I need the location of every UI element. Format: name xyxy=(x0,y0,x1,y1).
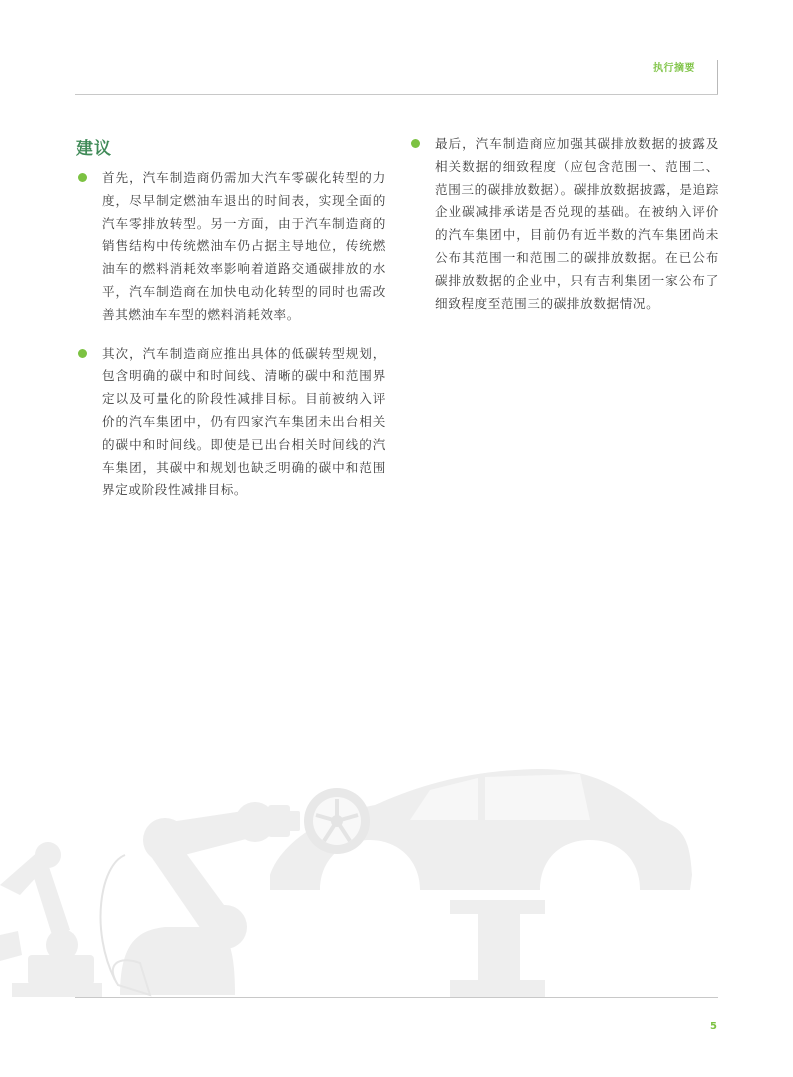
wheel-icon xyxy=(304,788,370,854)
bullet-text: 其次，汽车制造商应推出具体的低碳转型规划，包含明确的碳中和时间线、清晰的碳中和范围界定以及可量化的阶段性减排目标。目前被纳入评价的汽车集团中，仍有四家汽车集团未出台相关的碳中和时间线。即使是已出台相关时间线的汽车集团，其碳中和规划也缺乏明确的碳中和范围界定或阶段性减排目标。 xyxy=(102,345,386,498)
left-column xyxy=(78,167,386,518)
header-rule xyxy=(75,94,718,95)
robot-arm-large-icon xyxy=(101,802,300,995)
right-column xyxy=(411,133,719,331)
bullet-text: 首先，汽车制造商仍需加大汽车零碳化转型的力度，尽早制定燃油车退出的时间表，实现全面的汽车零排放转型。另一方面，由于汽车制造商的销售结构中传统燃油车仍占据主导地位，传统燃油车的燃料消耗效率影响着道路交通碳排放的水平，汽车制造商在加快电动化转型的同时也需改善其燃油车车型的燃料消耗效率。 xyxy=(102,170,386,322)
bullet-item xyxy=(78,167,386,327)
car-lift-column xyxy=(478,905,520,985)
bullet-text: 最后，汽车制造商应加强其碳排放数据的披露及相关数据的细致程度（应包含范围一、范围二、范围三的碳排放数据）。碳排放数据披露，是追踪企业碳减排承诺是否兑现的基础。在被纳入评价的汽车集团中，目前仍有近半数的汽车集团尚未公布其范围一和范围二的碳排放数据。在已公布碳排放数据的企业中，只有吉利集团一家公布了细致程度至范围三的碳排放数据情况。 xyxy=(435,136,719,311)
page-number: 5 xyxy=(710,1021,717,1032)
bullet-dot-icon xyxy=(78,349,87,358)
footer-rule xyxy=(75,997,718,998)
bullet-item xyxy=(78,343,386,503)
header-divider-tick xyxy=(717,60,718,95)
section-title: 建议 xyxy=(76,139,112,159)
car-assembly-illustration xyxy=(0,755,793,1000)
header-section-label: 执行摘要 xyxy=(653,63,695,74)
floor-base xyxy=(12,983,102,997)
bullet-dot-icon xyxy=(411,139,420,148)
bullet-dot-icon xyxy=(78,173,87,182)
bullet-item xyxy=(411,133,719,315)
